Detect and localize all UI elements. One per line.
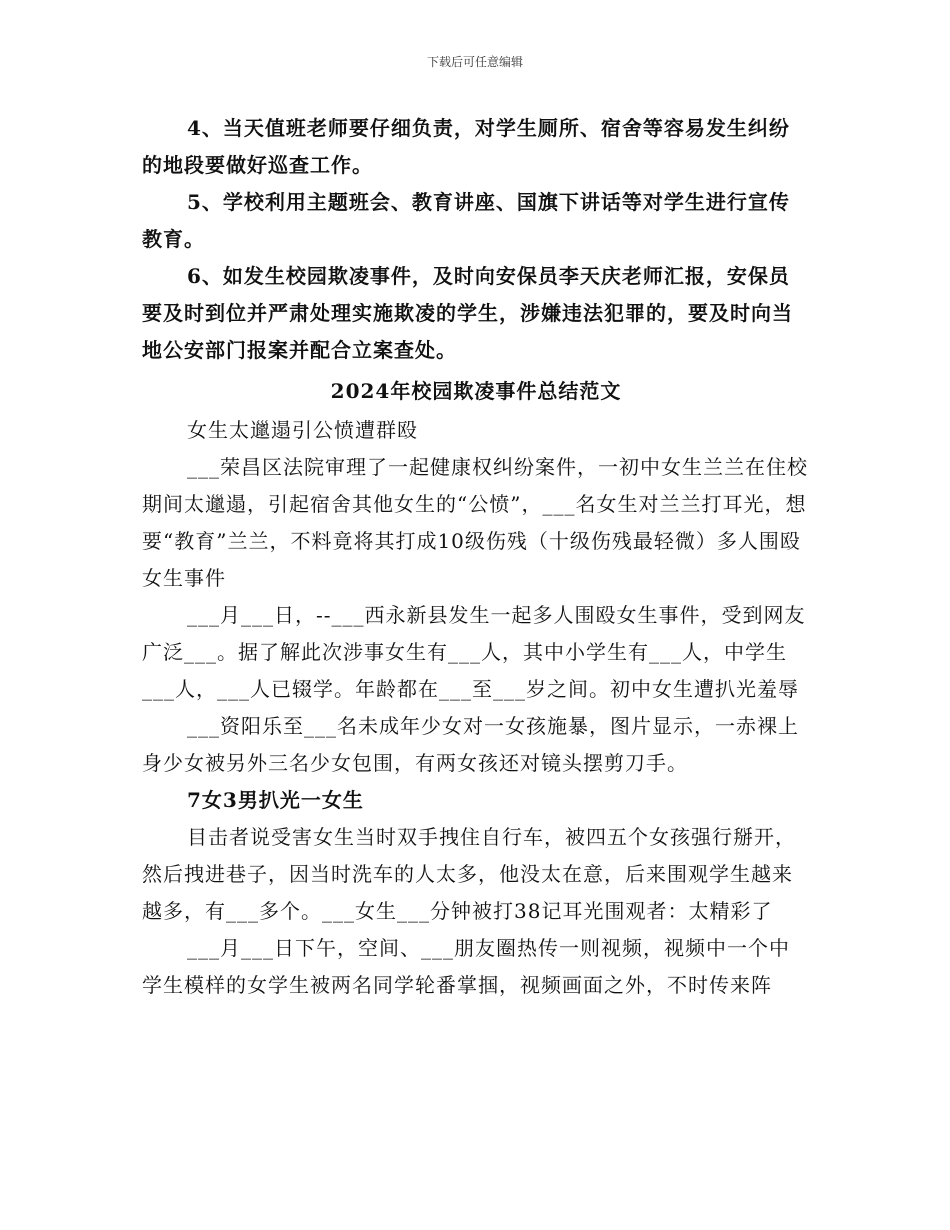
document-body — [142, 110, 810, 1004]
subheading-2: 7女3男扒光一女生 — [187, 788, 364, 812]
item-6: 6、如发生校园欺凌事件，及时向安保员李天庆老师汇报，安保员要及时到位并严肃处理实施欺凌的学生，涉嫌违法犯罪的，要及时向当地公安部门报案并配合立案查处。 — [142, 264, 793, 362]
paragraph-5: ___月___日下午，空间、___朋友圈热传一则视频，视频中一个中学生模样的女学生被两名同学轮番掌掴，视频画面之外，不时传来阵 — [142, 936, 790, 997]
paragraph-1: ___荣昌区法院审理了一起健康权纠纷案件，一初中女生兰兰在住校期间太邋遢，引起宿舍其他女生的“公愤”，___名女生对兰兰打耳光，想要“教育”兰兰，不料竟将其打成10级伤残（十级伤残最轻微）多人围殴女生事件 — [142, 455, 808, 590]
subheading-1: 女生太邋遢引公愤遭群殴 — [187, 418, 418, 442]
paragraph-3: ___资阳乐至___名未成年少女对一女孩施暴，图片显示，一赤裸上身少女被另外三名少女包围，有两女孩还对镜头摆剪刀手。 — [142, 714, 799, 775]
paragraph-4: 目击者说受害女生当时双手拽住自行车，被四五个女孩强行掰开，然后拽进巷子，因当时洗车的人太多，他没太在意，后来围观学生越来越多，有___多个。___女生___分钟被打38记耳光围观者：太精彩了 — [142, 825, 796, 923]
page-header: 下载后可任意编辑 — [426, 55, 523, 69]
paragraph-2: ___月___日，--___西永新县发生一起多人围殴女生事件，受到网友广泛___。据了解此次涉事女生有___人，其中小学生有___人，中学生___人，___人已辍学。年龄都在___至___岁之间。初中女生遭扒光羞辱 — [142, 603, 806, 701]
item-5: 5、学校利用主题班会、教育讲座、国旗下讲话等对学生进行宣传教育。 — [142, 190, 790, 251]
item-4: 4、当天值班老师要仔细负责，对学生厕所、宿舍等容易发生纠纷的地段要做好巡查工作。 — [142, 116, 790, 177]
document-title: 2024年校园欺凌事件总结范文 — [330, 379, 622, 403]
